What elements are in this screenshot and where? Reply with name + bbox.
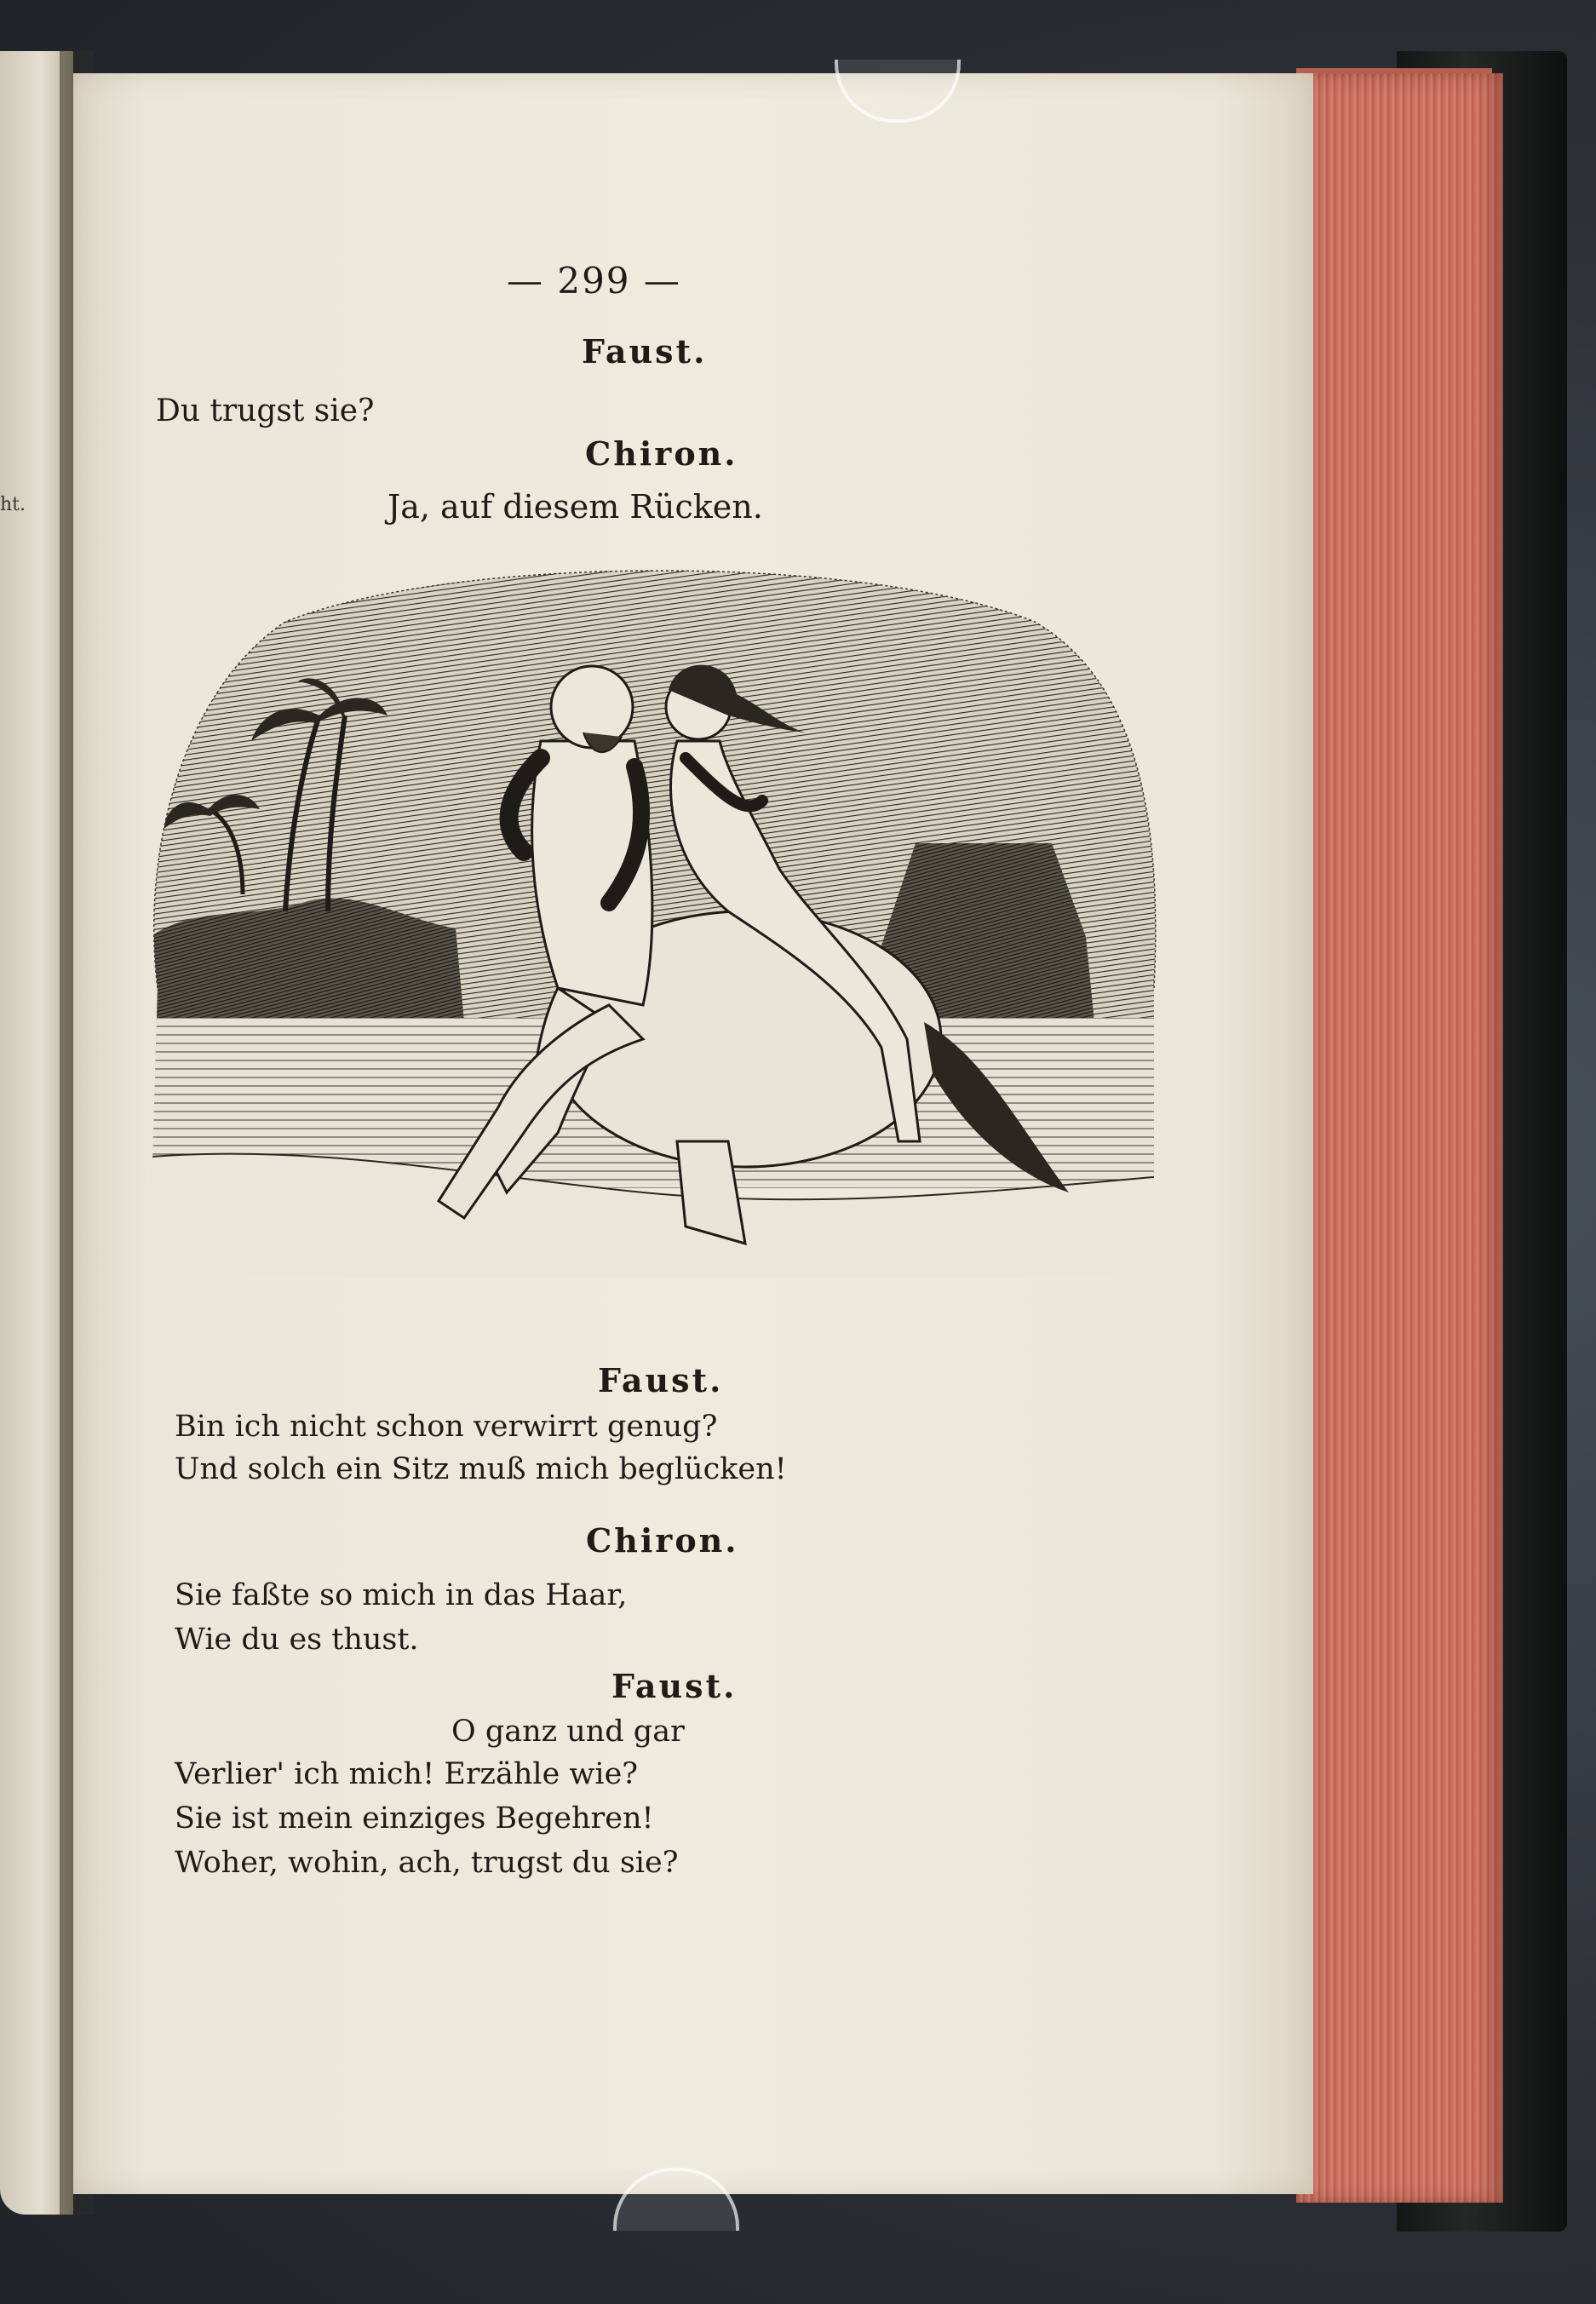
- speaker-heading: Faust.: [598, 1361, 724, 1399]
- verse-line: Bin ich nicht schon verwirrt genug?: [175, 1410, 718, 1444]
- verse-line: O ganz und gar: [451, 1715, 685, 1749]
- verse-line: Wie du es thust.: [175, 1623, 419, 1657]
- verse-line: Sie faßte so mich in das Haar,: [175, 1578, 628, 1612]
- speaker-heading: Faust.: [611, 1667, 738, 1705]
- speaker-heading: Chiron.: [585, 434, 738, 473]
- red-page-edges: [1296, 73, 1503, 2203]
- verse-line: Sie ist mein einziges Begehren!: [175, 1801, 654, 1836]
- verse-line: Du trugst sie?: [156, 394, 375, 428]
- page-number: — 299 —: [507, 260, 681, 302]
- speaker-heading: Faust.: [582, 332, 708, 371]
- verse-line: Ja, auf diesem Rücken.: [388, 488, 763, 526]
- verse-line: Woher, wohin, ach, trugst du sie?: [175, 1846, 679, 1880]
- centaur-engraving: [132, 545, 1171, 1312]
- previous-page-text-fragment: ht.: [0, 494, 26, 515]
- verse-line: Und solch ein Sitz muß mich beglücken!: [175, 1452, 787, 1486]
- verse-line: Verlier' ich mich! Erzähle wie?: [175, 1757, 639, 1791]
- speaker-heading: Chiron.: [586, 1521, 739, 1560]
